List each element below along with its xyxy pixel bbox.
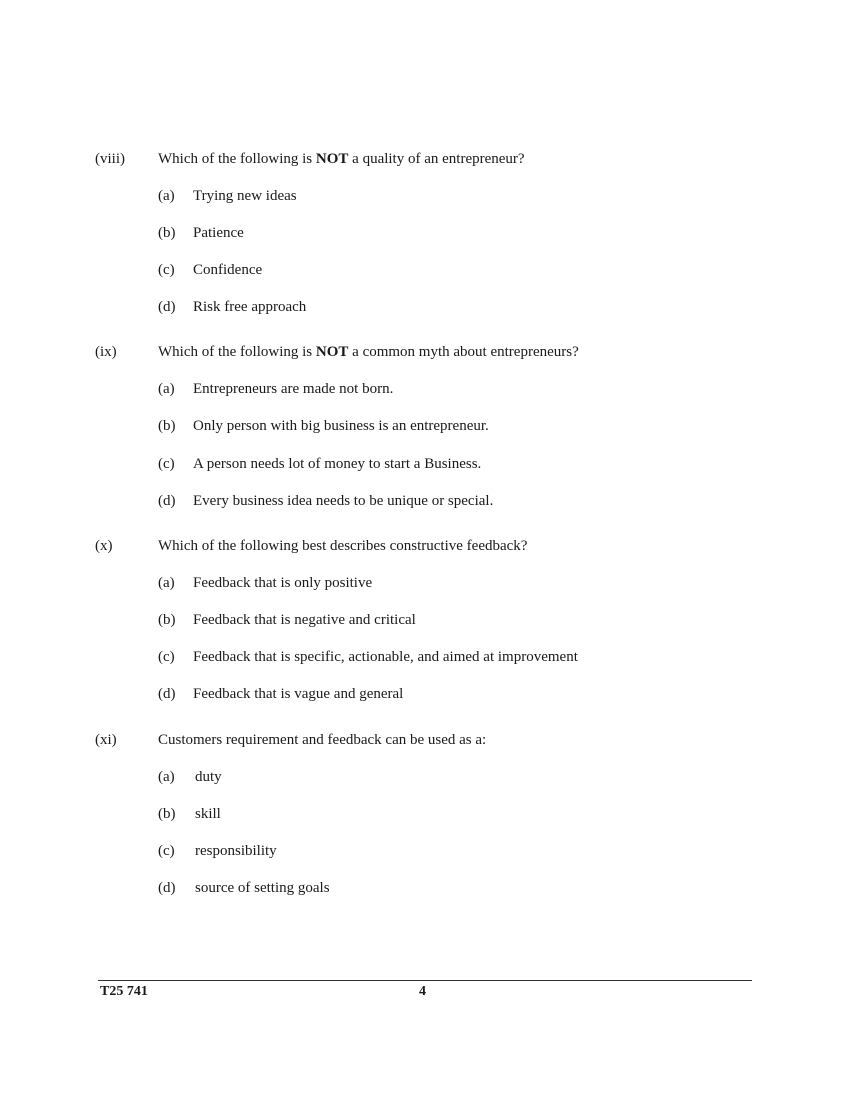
question-text: Which of the following is NOT a quality of an entrepreneur? [158, 151, 525, 167]
option-a [0, 381, 850, 401]
option-b [0, 806, 850, 826]
question-text: Which of the following best describes constructive feedback? [158, 538, 528, 554]
option-text: duty [195, 769, 222, 785]
option-text: Feedback that is only positive [193, 575, 373, 591]
option-a [0, 188, 850, 208]
option-d [0, 686, 850, 706]
emphasis-not: NOT [315, 151, 349, 167]
option-c [0, 649, 850, 669]
question-text: Customers requirement and feedback can be used as a: [158, 732, 487, 748]
option-text: Feedback that is vague and general [193, 686, 404, 702]
option-letter: (a) [158, 769, 175, 785]
question-text: Which of the following is NOT a common myth about entrepreneurs? [158, 344, 579, 360]
option-letter: (c) [158, 262, 175, 278]
option-d [0, 299, 850, 319]
option-text: Patience [193, 225, 244, 241]
option-letter: (b) [158, 806, 176, 822]
option-letter: (b) [158, 418, 176, 434]
option-b [0, 225, 850, 245]
question-number: (x) [95, 538, 113, 554]
option-text: source of setting goals [195, 880, 330, 896]
option-text: Every business idea needs to be unique or special. [193, 493, 494, 509]
option-letter: (c) [158, 649, 175, 665]
option-letter: (d) [158, 880, 176, 896]
page-number: 4 [419, 984, 426, 999]
option-letter: (a) [158, 188, 175, 204]
footer-divider [98, 980, 752, 981]
option-text: A person needs lot of money to start a Business. [193, 456, 482, 472]
question-number: (xi) [95, 732, 117, 748]
question-number: (viii) [95, 151, 125, 167]
option-letter: (b) [158, 612, 176, 628]
option-letter: (c) [158, 456, 175, 472]
option-d [0, 493, 850, 513]
option-c [0, 456, 850, 476]
option-letter: (a) [158, 575, 175, 591]
option-text: Entrepreneurs are made not born. [193, 381, 394, 397]
option-a [0, 575, 850, 595]
emphasis-not: NOT [315, 344, 349, 360]
option-d [0, 880, 850, 900]
option-a [0, 769, 850, 789]
option-text: skill [195, 806, 221, 822]
paper-code: T25 741 [100, 984, 148, 999]
question-number: (ix) [95, 344, 117, 360]
option-b [0, 612, 850, 632]
option-letter: (d) [158, 299, 176, 315]
option-letter: (d) [158, 686, 176, 702]
option-c [0, 262, 850, 282]
option-text: responsibility [195, 843, 277, 859]
option-text: Trying new ideas [193, 188, 297, 204]
option-text: Risk free approach [193, 299, 307, 315]
option-letter: (b) [158, 225, 176, 241]
option-text: Confidence [193, 262, 263, 278]
option-letter: (a) [158, 381, 175, 397]
option-b [0, 418, 850, 438]
option-text: Feedback that is specific, actionable, and aimed at improvement [193, 649, 578, 665]
option-c [0, 843, 850, 863]
option-text: Only person with big business is an entrepreneur. [193, 418, 489, 434]
option-letter: (c) [158, 843, 175, 859]
option-text: Feedback that is negative and critical [193, 612, 416, 628]
option-letter: (d) [158, 493, 176, 509]
